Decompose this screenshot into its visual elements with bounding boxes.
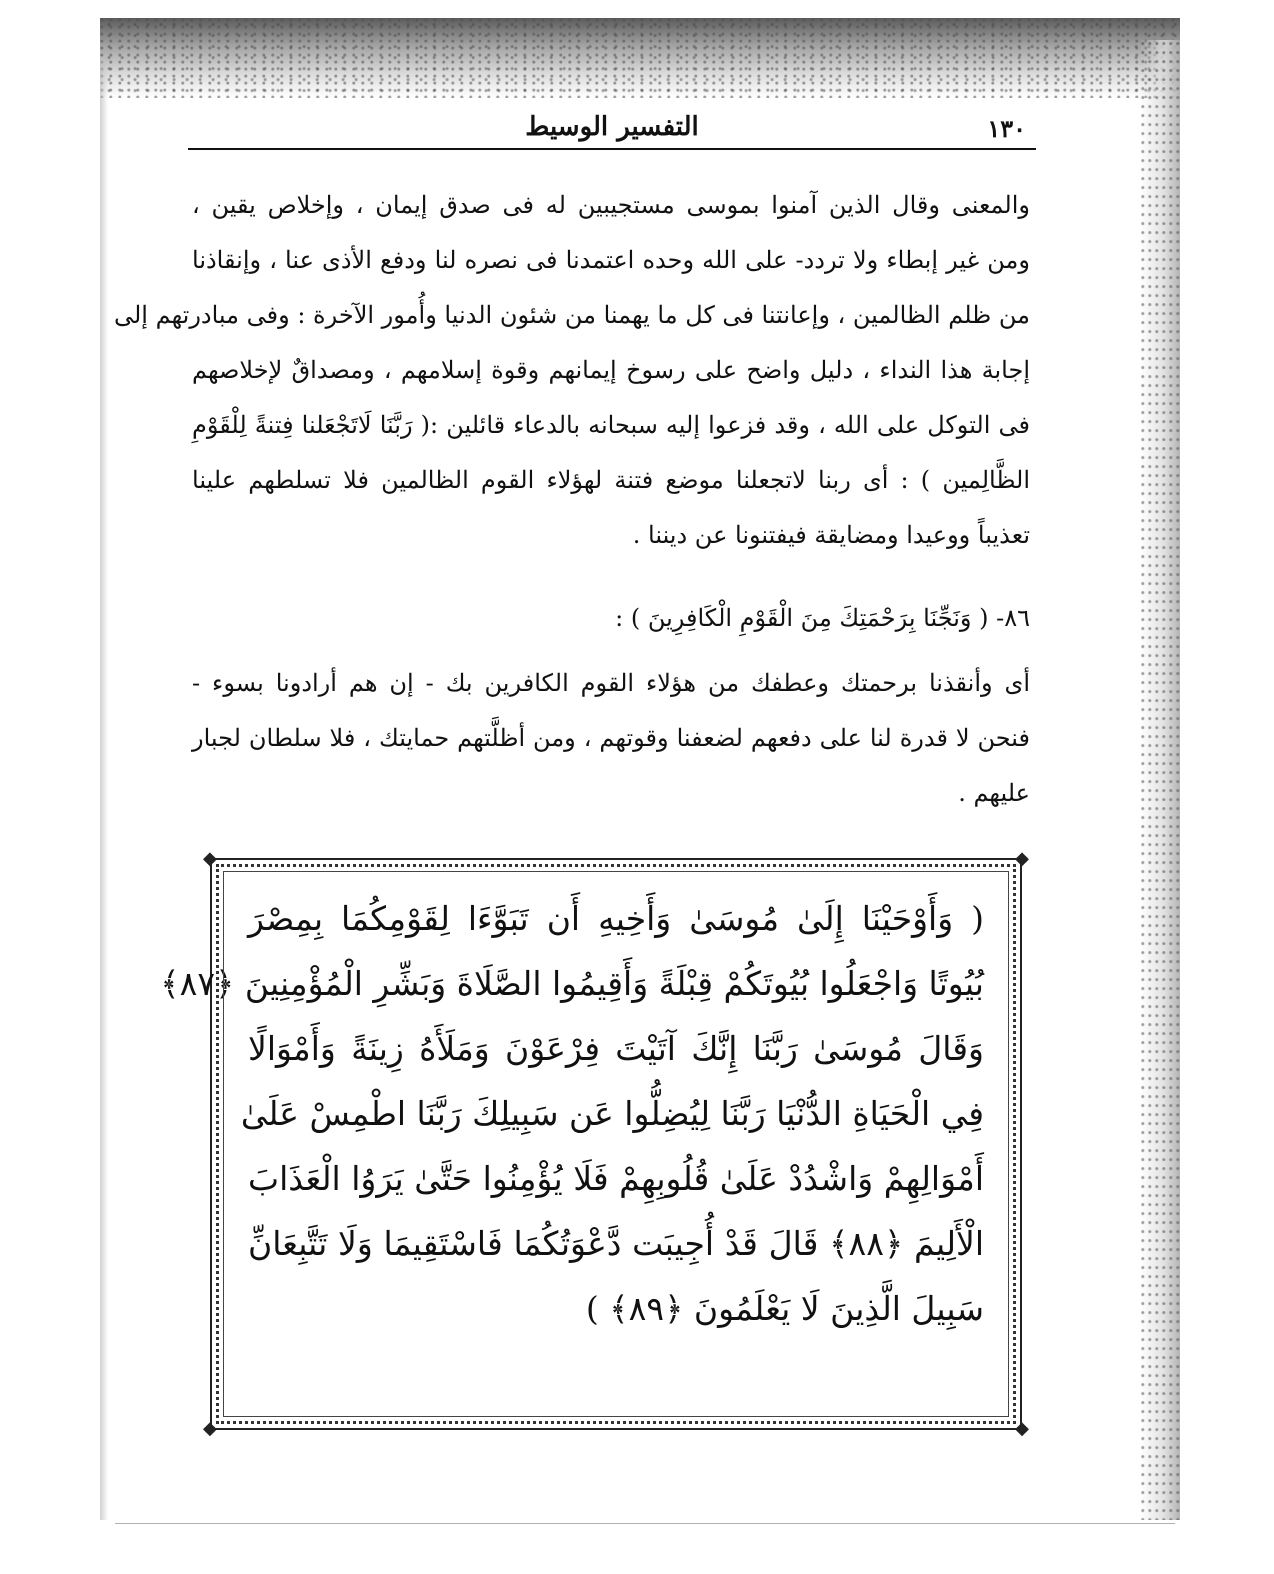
quran-line: بُيُوتًا وَاجْعَلُوا بُيُوتَكُمْ قِبْلَةً وَأَقِيمُوا الصَّلَاةَ وَبَشِّرِ الْمُؤْمِنِينَ ﴿٨٧﴾ [160, 964, 984, 1003]
corner-ornament-icon: ◆ [203, 848, 217, 869]
commentary-line: أى وأنقذنا برحمتك وعطفك من هؤلاء القوم الكافرين بك - إن هم أرادونا بسوء - [192, 669, 1030, 697]
commentary-paragraph [113, 178, 1030, 563]
quran-line: سَبِيلَ الَّذِينَ لَا يَعْلَمُونَ ﴿٨٩﴾ ) [585, 1289, 984, 1328]
quran-line: وَقَالَ مُوسَىٰ رَبَّنَا إِنَّكَ آتَيْتَ فِرْعَوْنَ وَمَلَأَهُ زِينَةً وَأَمْوَالًا [248, 1029, 984, 1068]
commentary-line: عليهم . [958, 779, 1030, 807]
corner-ornament-icon: ◆ [1015, 848, 1029, 869]
scan-edge-right [1140, 40, 1180, 1520]
commentary-line: فنحن لا قدرة لنا على دفعهم لضعفنا وقوتهم ، ومن أظلَّتهم حمايتك ، فلا سلطان لجبار [192, 724, 1031, 752]
page-number: ١٣٠ [987, 114, 1026, 143]
commentary-line: إجابة هذا النداء ، دليل واضح على رسوخ إيمانهم وقوة إسلامهم ، ومصداقٌ لإخلاصهم [192, 356, 1030, 384]
scan-bottom-rule [115, 1523, 1175, 1524]
commentary-paragraph-2 [192, 656, 1030, 821]
quran-line: ( وَأَوْحَيْنَا إِلَىٰ مُوسَىٰ وَأَخِيهِ أَن تَبَوَّءَا لِقَوْمِكُمَا بِمِصْرَ [248, 899, 984, 938]
quran-text [160, 886, 984, 1341]
quran-line: أَمْوَالِهِمْ وَاشْدُدْ عَلَىٰ قُلُوبِهِمْ فَلَا يُؤْمِنُوا حَتَّىٰ يَرَوُا الْعَذَابَ [248, 1159, 984, 1198]
commentary-line: الظَّالِمين ) : أى ربنا لاتجعلنا موضع فتنة لهؤلاء القوم الظالمين فلا تسلطهم علينا [192, 466, 1030, 494]
commentary-line: ومن غير إبطاء ولا تردد- على الله وحده اعتمدنا فى نصره لنا ودفع الأذى عنا ، وإنقاذنا [192, 246, 1030, 274]
scan-edge-left [100, 60, 108, 1520]
verse-heading: ٨٦- ( وَنَجِّنَا بِرَحْمَتِكَ مِنَ الْقَوْمِ الْكَافِرِينَ ) : [615, 604, 1030, 632]
commentary-line: تعذيباً ووعيدا ومضايقة فيفتنونا عن ديننا . [632, 521, 1030, 549]
commentary-line: والمعنى وقال الذين آمنوا بموسى مستجيبين له فى صدق إيمان ، وإخلاص يقين ، [192, 191, 1030, 219]
commentary-line: فى التوكل على الله ، وقد فزعوا إليه سبحانه بالدعاء قائلين :( رَبَّنَا لَاتَجْعَلنا فِتنةً لِلْقَوْمِ [192, 411, 1030, 439]
quran-verse-box [160, 848, 1029, 1439]
running-title: التفسير الوسيط [525, 112, 699, 142]
scan-edge-top [100, 18, 1180, 98]
quran-line: الْأَلِيمَ ﴿٨٨﴾ قَالَ قَدْ أُجِيبَت دَّعْوَتُكُمَا فَاسْتَقِيمَا وَلَا تَتَّبِعَانِّ [248, 1224, 984, 1263]
quran-line: فِي الْحَيَاةِ الدُّنْيَا رَبَّنَا لِيُضِلُّوا عَن سَبِيلِكَ رَبَّنَا اطْمِسْ عَلَىٰ [240, 1094, 984, 1133]
page-header [188, 108, 1036, 150]
corner-ornament-icon: ◆ [1015, 1418, 1029, 1439]
commentary-line: من ظلم الظالمين ، وإعانتنا فى كل ما يهمنا من شئون الدنيا وأُمور الآخرة : وفى مبادرتهم إلى [113, 301, 1030, 329]
corner-ornament-icon: ◆ [203, 1418, 217, 1439]
